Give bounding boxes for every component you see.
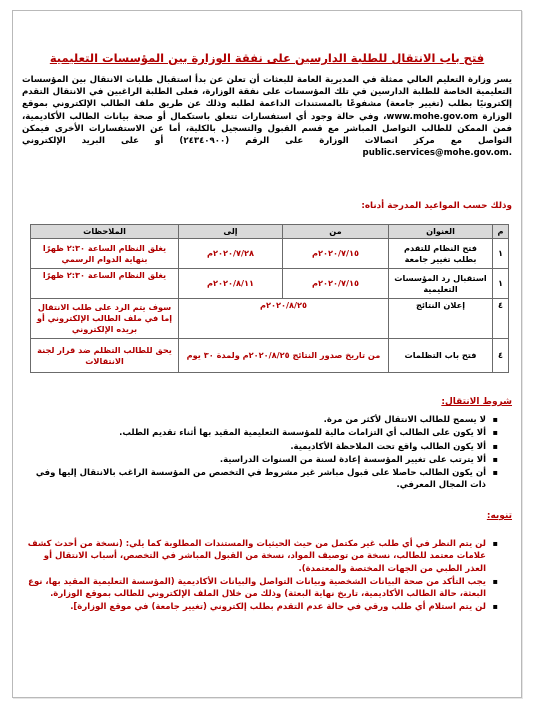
condition-item: ▪ ألا يترتب على تغيير المؤسسة إعادة لسنة من السنوات الدراسية. (22, 454, 498, 466)
note-item: ▪ يجب التأكد من صحة البيانات الشخصية وبيانات التواصل والبيانات الأكاديمية (المؤسسة التعليمية المقيد بها، نوع البعثة، حالة الطالب الأكاديمية، تاريخ نهاية البعثة) وذلك من خلال الملف الإلكتروني للطالب بموقع الوزارة. (22, 576, 498, 601)
table-row (31, 239, 509, 269)
header-num: م (493, 225, 509, 239)
header-notes: الملاحظات (31, 225, 179, 239)
table-header-row (31, 225, 509, 239)
conditions-list (22, 414, 498, 493)
row-notes: سوف يتم الرد على طلب الانتقال إما في ملف الطالب الإلكتروني أو بريده الإلكتروني (31, 299, 179, 339)
row-to: ٢٠٢٠/٧/٢٨م (179, 239, 283, 269)
schedule-intro: وذلك حسب المواعيد المدرجة أدناه: (361, 201, 512, 211)
condition-item: ▪ ألا يكون الطالب واقع تحت الملاحظة الأكاديمية. (22, 441, 498, 453)
row-notes: يحق للطالب التظلم ضد قرار لجنة الانتقالات (31, 339, 179, 373)
contact-email[interactable]: public.services@mohe.gov.om. (362, 148, 512, 159)
table-row (31, 269, 509, 299)
page-title: فتح باب الانتقال للطلبة الدارسين على نفقة الوزارة بين المؤسسات التعليمية (49, 51, 485, 65)
row-notes: يغلق النظام الساعة ٢:٣٠ ظهرًا (31, 269, 179, 299)
row-num: ١ (493, 269, 509, 299)
conditions-title: شروط الانتقال: (441, 397, 512, 407)
schedule-table (30, 224, 509, 373)
notes-list (22, 538, 498, 615)
row-item: فتح باب التظلمات (389, 339, 493, 373)
header-from: من (283, 225, 389, 239)
intro-paragraph (22, 74, 512, 159)
row-item: استقبال رد المؤسسات التعليمية (389, 269, 493, 299)
row-num: ٤ (493, 299, 509, 339)
row-date: من تاريخ صدور النتائج ٢٠٢٠/٨/٢٥م ولمدة ٣٠ يوم (179, 339, 389, 373)
row-from: ٢٠٢٠/٧/١٥م (283, 239, 389, 269)
header-item: العنوان (389, 225, 493, 239)
intro-text: يسر وزارة التعليم العالي ممثلة في المديرية العامة للبعثات أن تعلن عن بدأ استقبال طلبات الانتقال بين المؤسسات التعليمية الخاصة للطلبة الدارسين في تلك المؤسسات على نفقة الوزارة، فعلى الطلبة الراغبين في الانتقال التقدم إلكترونيًا بطلب (تغيير جامعة) مشفوعًا بالمستندات الداعمة لطلبه وذلك عن طريق ملف الطالب الإلكتروني بموقع الوزارة www.mohe.gov.om، وفي حالة وجود أي استفسارات تتعلق باستكمال أو صحة بيانات الطالب الأكاديمية، فمن الممكن للطالب التواصل المباشر مع قسم القبول والتسجيل بالكلية، أما عن الاستفسارات الأخرى فيمكن التواصل مع مركز اتصالات الوزارة على الرقم (٢٤٣٤٠٩٠٠) أو على البريد الإلكتروني (22, 75, 512, 147)
table-row (31, 339, 509, 373)
row-num: ١ (493, 239, 509, 269)
header-to: إلى (179, 225, 283, 239)
row-item: إعلان النتائج (389, 299, 493, 339)
row-from: ٢٠٢٠/٧/١٥م (283, 269, 389, 299)
announcement-page (22, 52, 512, 692)
notes-title: تنويه: (486, 511, 512, 521)
table-row (31, 299, 509, 339)
condition-item: ▪ لا يسمح للطالب الانتقال لأكثر من مرة. (22, 414, 498, 426)
row-date: ٢٠٢٠/٨/٢٥م (179, 299, 389, 339)
condition-item: ▪ أن يكون الطالب حاصلا على قبول مباشر غير مشروط في التخصص من المؤسسة الراغب بالانتقال إليها وفي ذات المجال المعرفي. (22, 467, 498, 492)
row-notes: يغلق النظام الساعة ٢:٣٠ ظهرًا بنهاية الدوام الرسمي (31, 239, 179, 269)
row-to: ٢٠٢٠/٨/١١م (179, 269, 283, 299)
row-num: ٤ (493, 339, 509, 373)
condition-item: ▪ ألا يكون على الطالب أي التزامات مالية للمؤسسة التعليمية المقيد بها أثناء تقديم الطلب. (22, 427, 498, 439)
note-item: ▪ لن يتم استلام أي طلب ورقي في حالة عدم التقدم بطلب إلكتروني (تغيير جامعة) في موقع الوزارة]. (22, 601, 498, 613)
note-item: ▪ لن يتم النظر في أي طلب غير مكتمل من حيث الحيثيات والمستندات المطلوبة كما يلي: (نسخة من أحدث كشف علامات معتمد للطالب، نسخة من توصيف المواد، نسخة من القبول المباشر في التخصص، أسباب الانتقال أو العذر الطبي من الجهات المختصة والمعتمدة). (22, 538, 498, 575)
row-item: فتح النظام للتقدم بطلب تغيير جامعة (389, 239, 493, 269)
